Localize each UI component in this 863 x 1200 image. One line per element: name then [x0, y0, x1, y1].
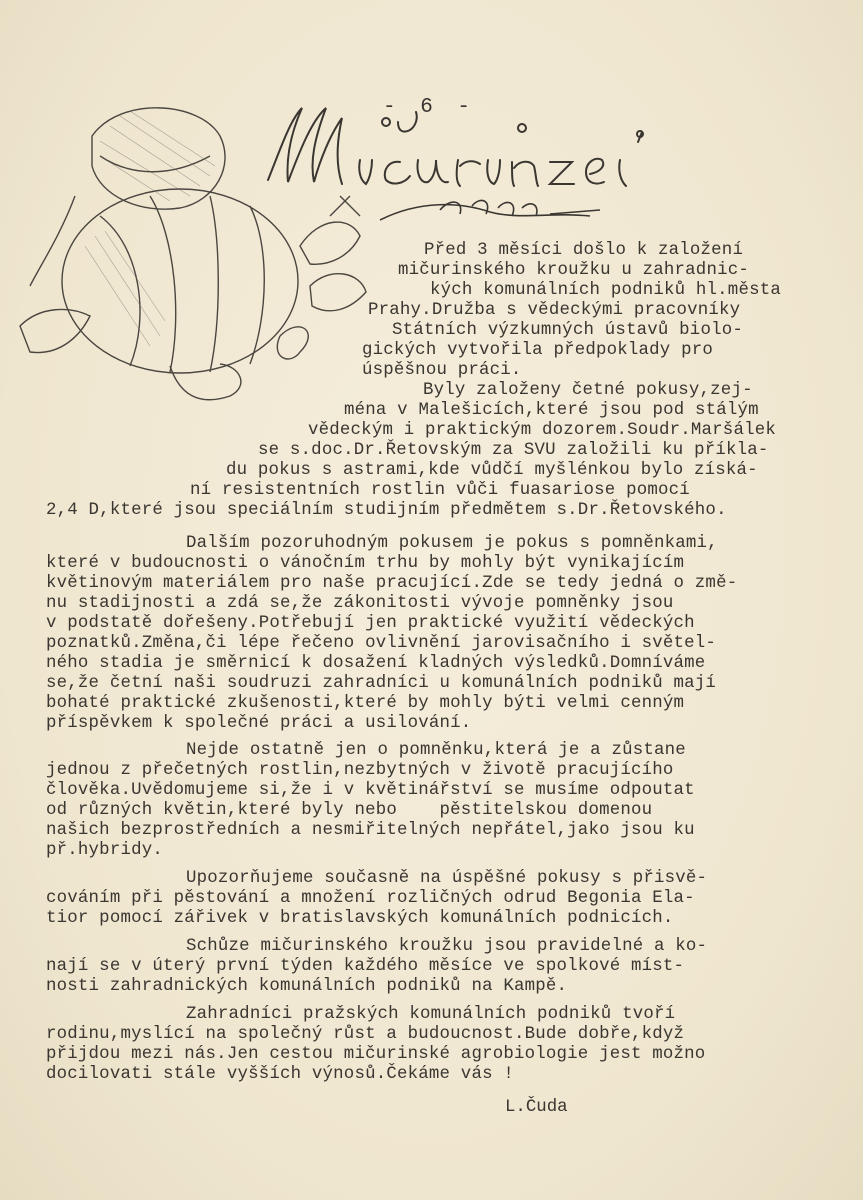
text-line: Byly založeny četné pokusy,zej- — [423, 381, 753, 400]
text-line: nosti zahradnických komunálních podniků na Kampě. — [46, 977, 568, 996]
text-line: příspěvkem k společné práci a usilování. — [46, 714, 472, 733]
text-line: rodinu,myslící na společný růst a budoucnost.Bude dobře,když — [46, 1025, 685, 1044]
text-line: př.hybridy. — [46, 841, 163, 860]
text-line: nají se v úterý první týden každého měsíce ve spolkové míst- — [46, 957, 685, 976]
text-line: ného stadia je směrnicí k dosažení kladných výsledků.Domníváme — [46, 654, 706, 673]
text-line: úspěšnou práci. — [362, 361, 522, 380]
pumpkin-illustration — [0, 96, 390, 426]
text-line: od různých květin,které byly nebo pěstitelskou domenou — [46, 801, 653, 820]
text-line: gických vytvořila předpoklady pro — [362, 341, 713, 360]
text-line: člověka.Uvědomujeme si,že i v květinářství se musíme odpoutat — [46, 781, 695, 800]
text-line: cováním při pěstování a množení rozličných odrud Begonia Ela- — [46, 889, 695, 908]
text-line: bohaté praktické zkušenosti,které by mohly býti velmi cenným — [46, 694, 685, 713]
text-line: jednou z přečetných rostlin,nezbytných v životě pracujícího — [46, 761, 674, 780]
text-line: se s.doc.Dr.Řetovským za SVU založili ku příkla- — [258, 441, 769, 460]
text-line: Zahradníci pražských komunálních podniků tvoří — [186, 1005, 676, 1024]
text-line: docilovati stále vyšších výnosů.Čekáme vás ! — [46, 1065, 514, 1084]
text-line: se,že četní naši soudruzi zahradníci u komunálních podniků mají — [46, 674, 717, 693]
text-line: v podstatě dořešeny.Potřebují jen praktické využití vědeckých — [46, 614, 695, 633]
text-line: Upozorňujeme současně na úspěšné pokusy s přisvě- — [186, 869, 708, 888]
text-line: 2,4 D,které jsou speciálním studijním předmětem s.Dr.Řetovského. — [46, 501, 727, 520]
text-line: Nejde ostatně jen o pomněnku,která je a zůstane — [186, 741, 686, 760]
page-number: - 6 - — [383, 96, 477, 119]
text-line: Prahy.Družba s vědeckými pracovníky — [368, 301, 741, 320]
text-line: poznatků.Změna,či lépe řečeno ovlivnění jarovisačního i světel- — [46, 634, 717, 653]
text-line: mičurinského kroužku u zahradnic- — [398, 261, 749, 280]
text-line: které v budoucnosti o vánočním trhu by mohly být vynikajícím — [46, 554, 685, 573]
text-line: vědeckým i praktickým dozorem.Soudr.Maršálek — [308, 421, 776, 440]
text-line: Schůze mičurinského kroužku jsou pravidelné a ko- — [186, 937, 708, 956]
text-line: přijdou mezi nás.Jen cestou mičurinské agrobiologie jest možno — [46, 1045, 706, 1064]
text-line: Dalším pozoruhodným pokusem je pokus s pomněnkami, — [186, 534, 718, 553]
text-line: Před 3 měsíci došlo k založení — [424, 241, 744, 260]
text-line: Státních výzkumných ústavů biolo- — [392, 321, 743, 340]
text-line: nu stadijnosti a zdá se,že zákonitosti vývoje pomněnky jsou — [46, 594, 674, 613]
signature: L.Čuda — [505, 1098, 568, 1117]
text-line: květinovým materiálem pro naše pracující.Zde se tedy jedná o změ- — [46, 574, 738, 593]
text-line: tior pomocí zářivek v bratislavských komunálních podnicích. — [46, 909, 674, 928]
text-line: ména v Malešicích,které jsou pod stálým — [344, 401, 759, 420]
text-line: kých komunálních podniků hl.města — [430, 281, 781, 300]
text-line: ní resistentních rostlin vůči fuasariose pomocí — [190, 481, 690, 500]
text-line: našich bezprostředních a nesmiřitelných nepřátel,jako jsou ku — [46, 821, 695, 840]
text-line: du pokus s astrami,kde vůdčí myšlénkou bylo získá- — [226, 461, 758, 480]
